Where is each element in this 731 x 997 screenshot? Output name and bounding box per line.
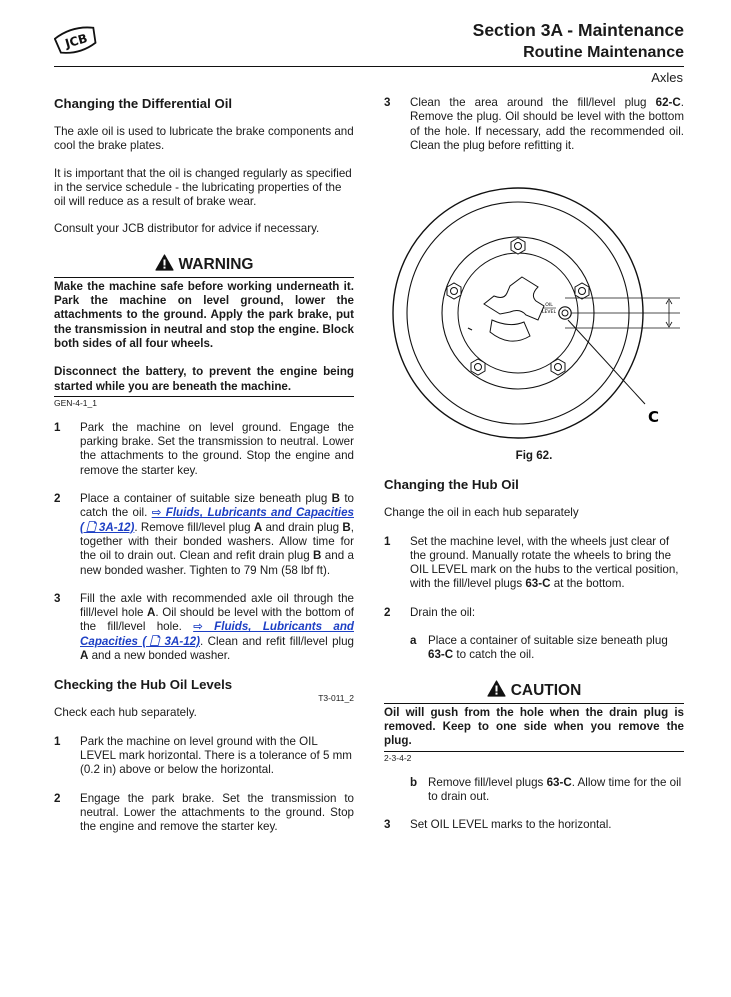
left-column [54,96,354,834]
step-number: 2 [384,605,391,619]
right-column-lower [384,449,684,832]
list-item [54,492,354,578]
list-item [384,818,684,832]
step-number: 1 [54,420,61,434]
hub-figure [380,180,690,450]
step-text: Set OIL LEVEL marks to the horizontal. [410,818,612,832]
section-title: Section 3A - Maintenance [472,20,684,40]
diff-paragraph-2: It is important that the oil is changed regularly as specified in the service schedule - the lubricating properties of the oil will reduce as a result of brake wear. [54,166,352,209]
step-number: 1 [384,534,391,548]
list-item [384,606,684,620]
caution-heading [384,680,684,700]
list-item [384,634,684,663]
plug-label: B [342,520,351,534]
substep-letter: a [410,634,417,648]
caution-title: CAUTION [510,681,582,699]
step-text: . Allow time for the oil to drain out. [428,775,682,803]
step-text: . Oil should be level with the bottom of the fill/level hole. [80,606,354,634]
plug-label: B [313,549,322,563]
step-text: Place a container of suitable size beneath plug [80,492,332,506]
page-subtitle: Routine Maintenance [523,44,684,61]
plug-label: A [253,520,263,534]
plug-label: 63-C [546,775,572,789]
step-number: 3 [54,591,61,605]
step-text: Set the machine level, with the wheels just clear of the ground. Manually rotate the wheels to bring the OIL LEVEL mark on the hubs to the vertical position, with the fill/level plugs [410,534,679,591]
warning-rule-bottom [54,396,354,397]
list-item [54,792,354,835]
step-text: to catch the oil. [80,492,354,520]
step-text: Drain the oil: [410,605,476,619]
step-number: 3 [384,818,391,832]
step-text: to catch the oil. [453,648,535,662]
warning-ref: GEN-4-1_1 [54,397,97,408]
step-text: Park the machine on level ground. Engage the parking brake. Set the transmission to neutral. Lower the attachments to the ground. Stop the engine and remove the starter key. [80,420,354,477]
step-text: . Clean and refit fill/level plug [200,634,354,648]
change-hub-heading: Changing the Hub Oil [384,477,519,493]
plug-label: B [331,492,341,506]
step-text: . Remove the plug. Oil should be level with the bottom of the hole. If necessary, add the recommended oil. Clean the plug before refitting it. [410,96,684,152]
warning-text-1: Make the machine safe before working underneath it. Park the machine on level ground, lower the attachments to the ground. Apply the park brake, put the transmission in neutral and stop the engine. Block both sides of all four wheels. [54,279,354,350]
differential-heading: Changing the Differential Oil [54,96,233,111]
list-item [54,421,354,478]
warning-heading [54,254,354,274]
warning-icon [155,254,174,271]
step-text: Fill the axle with recommended axle oil through the fill/level hole [80,591,354,620]
oil-mark-top: OIL [545,303,553,308]
step-text: Clean the area around the fill/level plug [410,96,656,109]
step-text: , together with their bonded washers. Allow time for the oil to drain out. Clean and refit drain plug [80,520,354,563]
warning-text-2: Disconnect the battery, to prevent the engine being started while you are beneath the machine. [54,365,354,393]
substep-letter: b [410,775,418,789]
caution-text: Oil will gush from the hole when the drain plug is removed. Keep to one side when you remove the plug. [384,705,684,748]
callout-label: C [648,408,660,426]
right-column [384,96,684,153]
page-category: Axles [651,70,683,85]
fluids-capacities-link[interactable]: ⇨ Fluids, Lubricants and Capacities ( 🗋 3A-12) [80,620,354,648]
figure-caption: Fig 62. [515,449,553,462]
step-text: . Remove fill/level plug [134,520,254,534]
warning-title: WARNING [178,255,254,273]
step-number: 2 [54,791,61,805]
warning-rule [54,277,354,278]
step-text: at the bottom. [550,577,625,591]
check-hub-section [54,677,354,704]
header-divider [54,66,684,67]
step-number: 1 [54,734,61,748]
step-text: and a new bonded washer. Tighten to 79 Nm (58 lbf ft). [80,549,354,577]
list-item [384,776,684,805]
plug-label: A [80,649,89,663]
check-hub-heading: Checking the Hub Oil Levels [54,677,233,693]
change-hub-intro: Change the oil in each hub separately [384,506,579,520]
hub-center-cap [484,277,544,320]
step-text: and drain plug [262,520,343,534]
plug-label: 63-C [428,648,454,662]
plug-label: 63-C [525,577,551,591]
step-number: 3 [384,96,391,109]
caution-rule [384,703,684,704]
caution-ref: 2-3-4-2 [384,752,412,763]
step-number: 2 [54,492,61,506]
oil-mark-bottom: LEVEL [541,310,557,315]
caution-icon [487,680,506,697]
step-text: and a new bonded washer. [88,649,231,663]
caution-rule-bottom [384,751,684,752]
step-text: Engage the park brake. Set the transmission to neutral. Lower the attachments to the ground. Stop the engine and remove the starter key. [80,791,354,834]
list-item [384,96,684,153]
step-text: Remove fill/level plugs [428,775,547,789]
diff-paragraph-1: The axle oil is used to lubricate the brake components and cool the brake plates. [54,125,354,153]
step-text: Park the machine on level ground with the OIL LEVEL mark horizontal. There is a tolerance of 5 mm (0.2 in) above or below the horizontal. [80,734,352,777]
logo-lettering: JCB [63,31,89,51]
diff-paragraph-3: Consult your JCB distributor for advice if necessary. [54,222,320,236]
jcb-logo [54,24,98,56]
list-item [54,735,354,778]
check-hub-intro: Check each hub separately. [54,706,197,720]
plug-label: A [147,606,156,620]
list-item [384,535,684,592]
list-item [54,592,354,663]
fluids-capacities-link[interactable]: ⇨ Fluids, Lubricants and Capacities ( 🗋 3A-12) [80,506,354,534]
check-hub-ref: T3-011_2 [318,693,354,704]
plug-label: 62-C [655,96,681,109]
step-text: Place a container of suitable size beneath plug [428,634,668,648]
